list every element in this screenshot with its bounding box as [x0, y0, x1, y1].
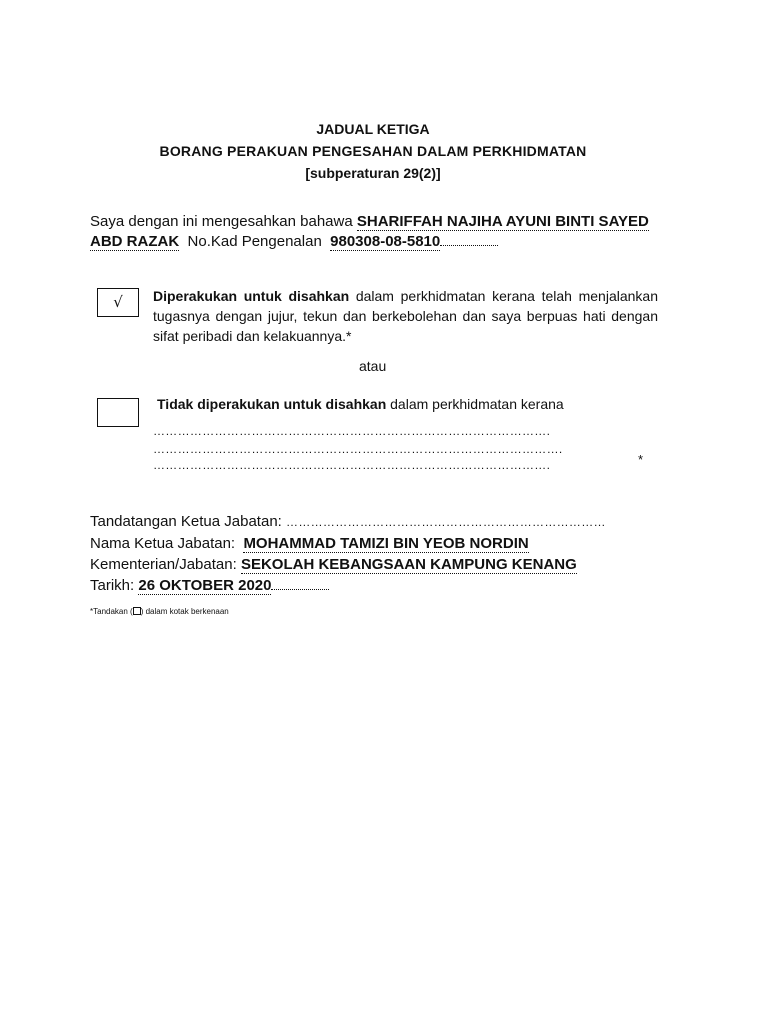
- form-header: [0, 118, 746, 184]
- officer-name-part1: SHARIFFAH NAJIHA AYUNI BINTI SAYED: [356, 213, 649, 230]
- reject-option-text: [157, 394, 564, 414]
- reason-line-3[interactable]: …………………………………………………………………………………….: [153, 458, 551, 472]
- head-name-label: Nama Ketua Jabatan:: [90, 535, 236, 552]
- regulation-reference: [subperaturan 29(2)]: [305, 165, 441, 181]
- box-icon: [133, 607, 141, 615]
- department-row: [90, 554, 690, 575]
- footnote-before: *Tandakan (: [90, 607, 133, 616]
- signature-label: Tandatangan Ketua Jabatan:: [90, 513, 282, 530]
- approve-option-body: dalam perkhidmatan kerana telah menjalankan tugasnya dengan jujur, tekun dan berkebolehan dan saya berpuas hati dengan sifat peribadi dan kelakuannya.*: [153, 288, 658, 344]
- head-name-value: MOHAMMAD TAMIZI BIN YEOB NORDIN: [243, 535, 529, 552]
- reject-checkbox[interactable]: [97, 398, 139, 427]
- date-value: 26 OKTOBER 2020: [138, 577, 272, 594]
- signature-block: [90, 511, 690, 596]
- approve-option-text: [153, 286, 658, 346]
- date-label: Tarikh:: [90, 577, 135, 594]
- ic-label: No.Kad Pengenalan: [187, 233, 322, 250]
- ic-dotted-line: [440, 231, 498, 246]
- schedule-title: JADUAL KETIGA: [316, 121, 430, 137]
- form-title: BORANG PERAKUAN PENGESAHAN DALAM PERKHIDMATAN: [159, 143, 587, 159]
- officer-name-part2: ABD RAZAK: [90, 233, 180, 250]
- footnote: [90, 607, 229, 616]
- date-row: [90, 575, 690, 596]
- reject-option-bold: Tidak diperakukan untuk disahkan: [157, 396, 387, 412]
- signature-line[interactable]: ……………………………………………………………………: [286, 515, 606, 529]
- approve-checkbox[interactable]: [97, 288, 139, 317]
- reason-line-1[interactable]: …………………………………………………………………………………….: [153, 424, 551, 438]
- check-mark-icon: √: [113, 293, 123, 311]
- confirmation-statement: [90, 212, 670, 251]
- footnote-after: ) dalam kotak berkenaan: [140, 607, 229, 616]
- date-dotted-line: [271, 575, 329, 590]
- reason-line-2[interactable]: ……………………………………………………………………………………….: [153, 442, 563, 456]
- ic-number: 980308-08-5810: [330, 233, 441, 250]
- head-name-row: [90, 533, 690, 554]
- statement-lead: Saya dengan ini mengesahkan bahawa: [90, 213, 353, 230]
- approve-option-bold: Diperakukan untuk disahkan: [153, 288, 350, 304]
- signature-row: [90, 511, 690, 533]
- department-value: SEKOLAH KEBANGSAAN KAMPUNG KENANG: [240, 556, 577, 573]
- reason-footnote-mark: *: [638, 452, 644, 467]
- department-label: Kementerian/Jabatan:: [90, 556, 237, 573]
- reject-option-body: dalam perkhidmatan kerana: [390, 396, 564, 412]
- or-separator: atau: [359, 358, 387, 374]
